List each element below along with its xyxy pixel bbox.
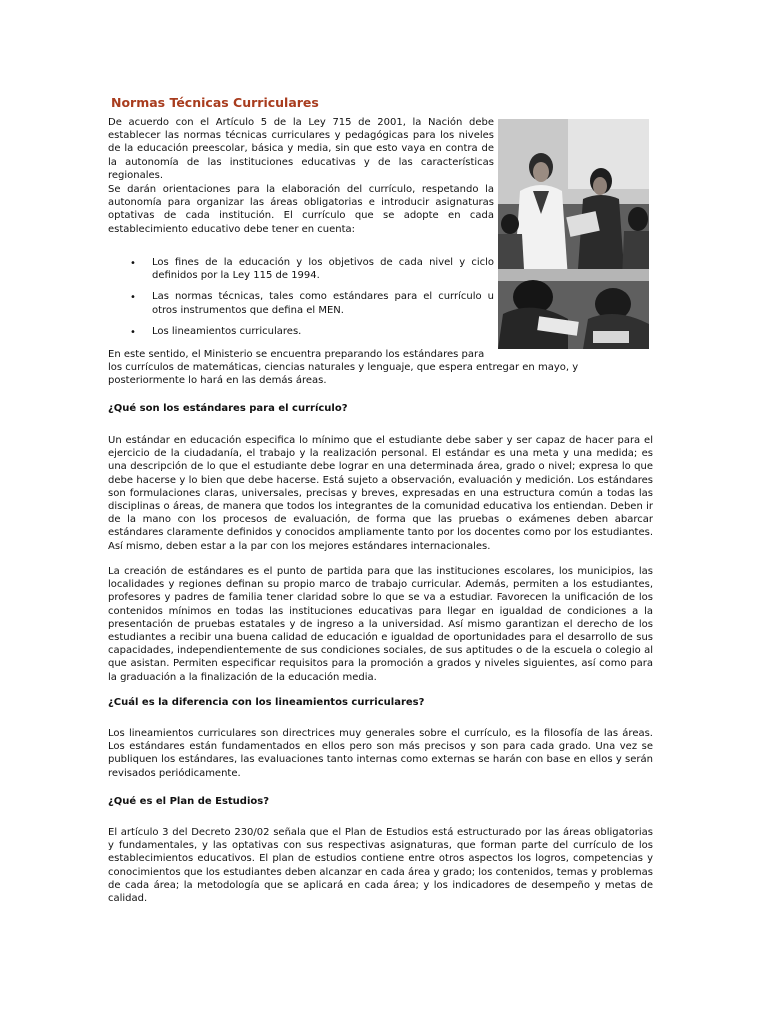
classroom-photo [498, 119, 649, 349]
bullet-icon: • [130, 258, 136, 269]
list-item [108, 325, 494, 338]
standards-paragraph-1: Un estándar en educación especifica lo mínimo que el estudiante debe saber y ser capaz de hacer para el ejercicio de la ciudadanía, el trabajo y la realización personal. El estándar es una meta y una medida; es una descripción de lo que el estudiante debe lograr en una determinada área, grado o nivel; expresa lo que debe hacerse y lo bien que debe hacerse. Está sujeto a observación, evaluación y medición. Los estándares son formulaciones claras, universales, precisas y breves, expresadas en una estructura común a todas las disciplinas o áreas, de manera que todos los integrantes de la comunidad educativa los entiendan. Deben ir de la mano con los procesos de evaluación, de forma que las pruebas o exámenes deben abarcar estándares claramente definidos y conocidos ampliamente tanto por los docentes como por los estudiantes. Así mismo, deben estar a la par con los mejores estándares internacionales. [108, 435, 653, 552]
study-plan-paragraph: El artículo 3 del Decreto 230/02 señala que el Plan de Estudios está estructurado por las áreas obligatorias y fundamentales, y las optativas con sus respectivas asignaturas, que forman parte del currículo de los establecimientos educativos. El plan de estudios contiene entre otros aspectos los logros, competencias y conocimientos que los estudiantes deben alcanzar en cada área y grado; los contenidos, temas y problemas de cada área; la metodología que se aplicará en cada área; y los indicadores de desempeño y metas de calidad. [108, 827, 653, 905]
classroom-photo-image [498, 119, 649, 349]
section-heading-differences: ¿Cuál es la diferencia con los lineamientos curriculares? [108, 697, 425, 708]
list-item-text: Las normas técnicas, tales como estándares para el currículo u otros instrumentos que defina el MEN. [152, 291, 494, 316]
list-item-text: Los fines de la educación y los objetivos de cada nivel y ciclo definidos por la Ley 115 de 1994. [152, 257, 494, 282]
section-heading-study-plan: ¿Qué es el Plan de Estudios? [108, 796, 270, 807]
section-heading-standards: ¿Qué son los estándares para el currículo? [108, 403, 348, 414]
list-item [108, 256, 494, 282]
orientation-paragraph: Se darán orientaciones para la elaboración del currículo, respetando la autonomía para organizar las áreas obligatorias e introducir asignaturas optativas de cada institución. El currículo que se adopte en cada establecimiento educativo debe tener en cuenta: [108, 184, 494, 235]
intro-paragraph: De acuerdo con el Artículo 5 de la Ley 715 de 2001, la Nación debe establecer las normas técnicas curriculares y pedagógicas para los niveles de la educación preescolar, básica y media, sin que esto vaya en contra de la autonomía de las instituciones educativas y de las características regionales. [108, 117, 494, 181]
bullet-icon: • [130, 326, 136, 338]
curriculum-requirements-list [108, 256, 494, 346]
ministry-paragraph-rest: los currículos de matemáticas, ciencias naturales y lenguaje, que espera entregar en mayo, y posteriormente lo hará en las demás áreas. [108, 362, 579, 387]
standards-paragraph-2: La creación de estándares es el punto de partida para que las instituciones escolares, los municipios, las localidades y regiones definan su propio marco de trabajo curricular. Además, permiten a los estudiantes, profesores y padres de familia tener claridad sobre lo que se va a estudiar. Favorecen la unificación de los contenidos mínimos en todas las instituciones educativas para llegar en igualdad de condiciones a la presentación de pruebas estatales y de ingreso a la universidad. Así mismo garantizan el derecho de los estudiantes a recibir una buena calidad de educación e igualdad de oportunidades para el desarrollo de sus capacidades, independientemente de sus condiciones sociales, de sus aptitudes o de la escuela o colegio al que asistan. Permiten especificar requisitos para la promoción a grados y niveles siguientes, así como para la graduación a la finalización de la educación media. [108, 566, 653, 683]
list-item-text: Los lineamientos curriculares. [152, 325, 302, 337]
ministry-paragraph-line1: En este sentido, el Ministerio se encuentra preparando los estándares para [108, 349, 485, 360]
differences-paragraph: Los lineamientos curriculares son directrices muy generales sobre el currículo, es la filosofía de las áreas. Los estándares están fundamentados en ellos pero son más precisos y son para cada grado. Una vez se publiquen los estándares, las evaluaciones tanto internas como externas se harán con base en ellos y serán revisados periódicamente. [108, 728, 653, 779]
page-title: Normas Técnicas Curriculares [111, 95, 319, 110]
bullet-icon: • [130, 292, 136, 304]
list-item [108, 290, 494, 316]
